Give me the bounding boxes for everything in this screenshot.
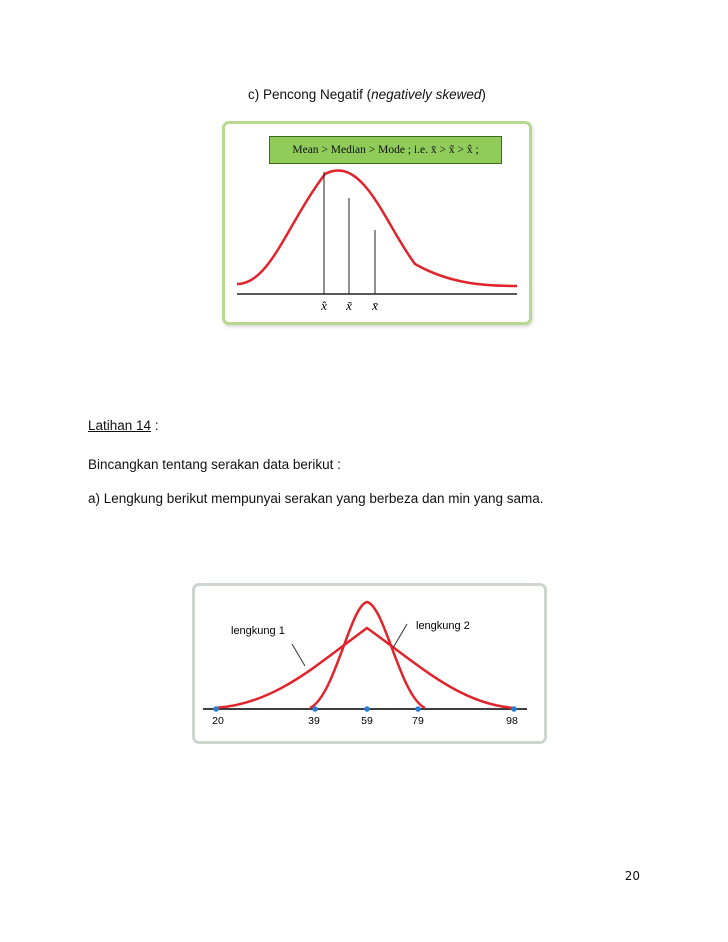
mode-label: x̂ (321, 298, 327, 313)
curve-1-label: lengkung 1 (231, 625, 285, 637)
tick-dot-39 (312, 706, 318, 712)
skew-curve (237, 170, 517, 286)
tick-label-20: 20 (212, 715, 224, 727)
curve-2-pointer (393, 624, 407, 648)
tick-dot-59 (364, 706, 370, 712)
section-c-italic: negatively skewed (371, 87, 482, 102)
exercise-title-label: Latihan 14 (88, 418, 152, 433)
mean-label: x̄ (372, 298, 378, 313)
tick-dot-79 (415, 706, 421, 712)
section-c-prefix: c) Pencong Negatif ( (248, 87, 372, 102)
tick-label-39: 39 (308, 715, 320, 727)
tick-label-98: 98 (506, 715, 518, 727)
spread-figure-svg (195, 586, 544, 741)
exercise-title (88, 417, 159, 435)
tick-label-59: 59 (361, 715, 373, 727)
exercise-question: Bincangkan tentang serakan data berikut : (88, 457, 341, 472)
curve-1 (215, 628, 514, 708)
curve-1-pointer (292, 644, 305, 666)
median-label: x̃ (346, 298, 352, 313)
curve-2-label: lengkung 2 (416, 620, 470, 632)
section-c-heading (248, 86, 486, 104)
skew-figure-panel (222, 121, 532, 325)
exercise-title-suffix: : (151, 418, 159, 433)
section-c-suffix: ) (481, 87, 486, 102)
tick-label-79: 79 (412, 715, 424, 727)
tick-dot-20 (213, 706, 219, 712)
skew-figure-svg (225, 124, 529, 322)
skew-formula-box: Mean > Median > Mode ; i.e. x̄ > x̃ > x̂ ; (269, 136, 502, 164)
spread-figure-panel (192, 583, 547, 744)
tick-dot-98 (511, 706, 517, 712)
curve-2 (310, 602, 425, 708)
exercise-item-a: a) Lengkung berikut mempunyai serakan yang berbeza dan min yang sama. (88, 491, 544, 506)
page-number: 20 (624, 869, 640, 883)
